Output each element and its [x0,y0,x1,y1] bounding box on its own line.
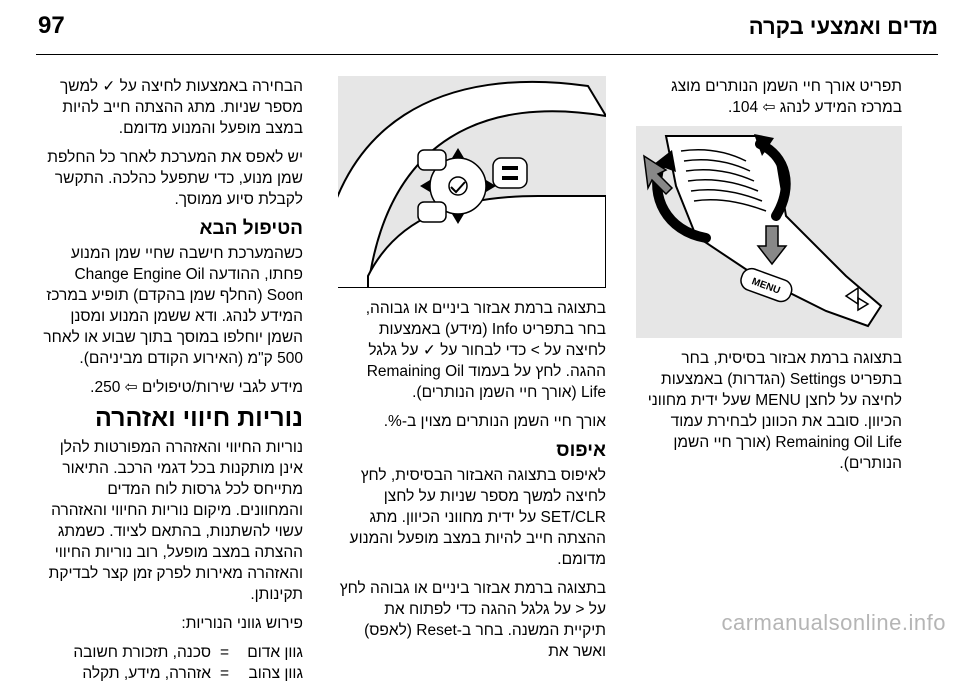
legend-row [40,642,303,663]
legend-row [40,663,303,684]
next-service-text: כשהמערכת חישבה שחיי שמן המנוע פחתו, ההודעה Change Engine Oil Soon (החלף שמן בהקדם) תופיע במרכז המידע לנהג. ודא ששמן המנוע ומסנן השמן יוחלפו במוסך בתוך שבוע או לאחר 500 ק"מ (האירוע הקודם מביניהם). [43,245,303,367]
reset-advanced-instructions: בתצוגה ברמת אבזור ביניים או גבוהה לחץ על < על גלגל ההגה כדי לפתוח את תיקיית המשנה. בחר ב-Reset (לאפס) ואשר את [339,580,606,660]
warning-lights-heading: נוריות חיווי ואזהרה [94,404,303,432]
service-info-reference: מידע לגבי שירות/טיפולים ⇦ 250. [90,379,303,396]
middle-column [338,76,606,670]
menu-button-label: MENU [750,276,782,297]
reset-after-oil-change: יש לאפס את המערכת לאחר כל החלפת שמן מנוע, כדי שתפעל כהלכה. התקשר לקבלת סיוע ממוסך. [47,149,303,208]
page-number: 97 [38,12,65,39]
page-header [0,0,960,58]
legend-desc: סכנה, תזכורת חשובה [73,644,211,661]
next-service-heading: הטיפול הבא [199,218,303,239]
running-title: מדים ואמצעי בקרה [748,14,938,39]
light-color-legend [40,642,303,684]
oil-life-intro: תפריט אורך חיי השמן הנותרים מוצג במרכז המידע לנהג ⇦ 104. [671,78,902,116]
legend-term: גוון צהוב [248,665,303,682]
steering-wheel-drawing [338,76,606,288]
reset-basic-instructions: לאיפוס בתצוגה האבזור הבסיסית, לחץ לחיצה למשך מספר שניות על לחצן SET/CLR על ידית מחווני הכיוון. מתג ההצתה חייב להיות במצב מופעל והמנוע מדומם. [349,467,606,568]
steering-wheel-illustration [338,76,606,288]
advanced-display-instructions: בתצוגה ברמת אבזור ביניים או גבוהה, בחר בתפריט Info (מידע) באמצעות לחיצה על > כדי לבחור על ✓ על גלגל ההגה. לחץ על בעמוד Remaining Oil Life (אורך חיי השמן הנותרים). [365,300,606,401]
right-column [636,76,902,482]
turn-signal-lever-illustration [636,126,902,338]
header-rule [36,54,938,55]
oil-life-percent-note: אורך חיי השמן הנותרים מצוין ב-%. [383,413,606,430]
legend-eq: = [219,665,229,682]
lever-drawing [636,126,902,338]
warning-lights-text: נוריות החיווי והאזהרה המפורטות להלן אינן מותקנות בכל דגמי הרכב. התיאור מתייחס לכל גרסות לוח המדים והמחוונים. מיקום נוריות החיווי והאזהרה עשוי להשתנות, בהתאם לציוד. כשמתג ההצתה במצב מופעל, רוב נוריות החיווי והאזהרה מאירות לפרק זמן קצר לבדיקת תקינותן. [48,439,303,603]
reset-confirm-text: הבחירה באמצעות לחיצה על ✓ למשך מספר שניות. מתג ההצתה חייב להיות במצב מופעל והמנוע מדומם. [60,78,303,137]
legend-desc: אזהרה, מידע, תקלה [82,665,211,682]
legend-term: גוון אדום [247,644,303,661]
basic-display-instructions: בתצוגה ברמת אבזור בסיסית, בחר בתפריט Settings (הגדרות) באמצעות לחיצה על לחצן MENU שעל ידית מחווני הכיוון. סובב את הכוונן לבחירת עמוד Remaining Oil Life (אורך חיי השמן הנותרים). [647,350,902,472]
light-colors-intro: פירוש גווני הנוריות: [181,615,303,632]
legend-eq: = [219,644,229,661]
watermark: carmanualsonline.info [721,610,946,635]
reset-heading: איפוס [556,440,606,461]
left-column [40,76,303,684]
